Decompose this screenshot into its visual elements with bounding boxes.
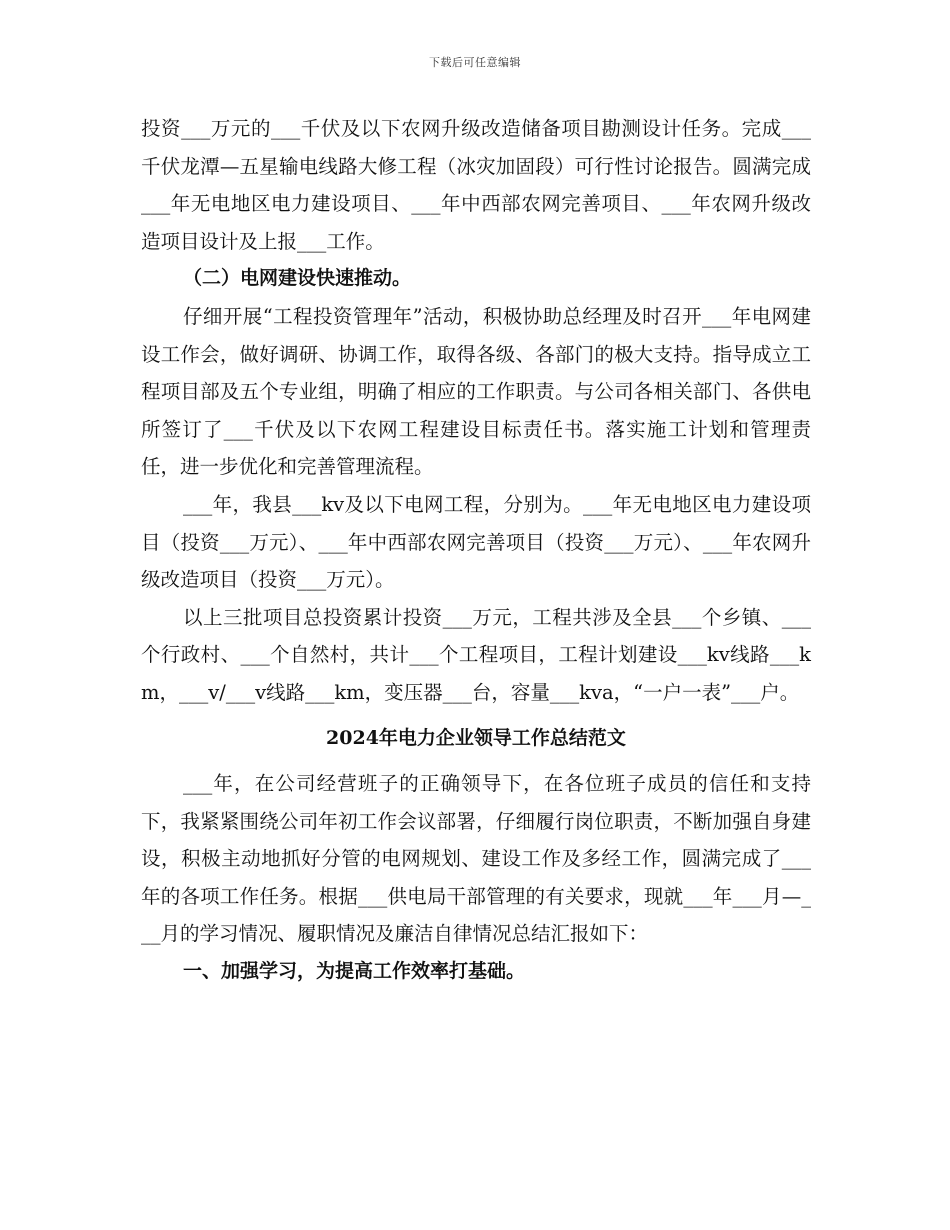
- document-title: 2024年电力企业领导工作总结范文: [326, 726, 626, 749]
- paragraph-summary-intro: ___年，在公司经营班子的正确领导下，在各位班子成员的信任和支持下，我紧紧围绕公司年初工作会议部署，仔细履行岗位职责，不断加强自身建设，积极主动地抓好分管的电网规划、建设工作及多经工作，圆满完成了___年的各项工作任务。根据___供电局干部管理的有关要求，现就___年___月—___月的学习情况、履职情况及廉洁自律情况总结汇报如下：: [141, 772, 811, 946]
- section-heading-grid-construction: （二）电网建设快速推动。: [183, 267, 412, 290]
- paragraph-grid-projects: ___年，我县___kv及以下电网工程，分别为。___年无电地区电力建设项目（投资___万元）、___年中西部农网完善项目（投资___万元）、___年农网升级改造项目（投资___万元）。: [141, 492, 811, 592]
- page-header: 下载后可任意编辑: [429, 56, 521, 69]
- paragraph-project-totals: 以上三批项目总投资累计投资___万元，工程共涉及全县___个乡镇、___个行政村、___个自然村，共计___个工程项目，工程计划建设___kv线路___km，___v/___v线路___km，变压器___台，容量___kva，“一户一表”___户。: [141, 605, 811, 704]
- paragraph-design-tasks: 投资___万元的___千伏及以下农网升级改造储备项目勘测设计任务。完成___千伏龙潭—五星输电线路大修工程（冰灾加固段）可行性讨论报告。圆满完成___年无电地区电力建设项目、___年中西部农网完善项目、___年农网升级改造项目设计及上报___工作。: [141, 117, 811, 253]
- paragraph-investment-management: 仔细开展“工程投资管理年”活动，积极协助总经理及时召开___年电网建设工作会，做好调研、协调工作，取得各级、各部门的极大支持。指导成立工程项目部及五个专业组，明确了相应的工作职责。与公司各相关部门、各供电所签订了___千伏及以下农网工程建设目标责任书。落实施工计划和管理责任，进一步优化和完善管理流程。: [141, 304, 811, 479]
- document-body: [141, 110, 811, 991]
- section-heading-study: 一、加强学习，为提高工作效率打基础。: [183, 960, 526, 983]
